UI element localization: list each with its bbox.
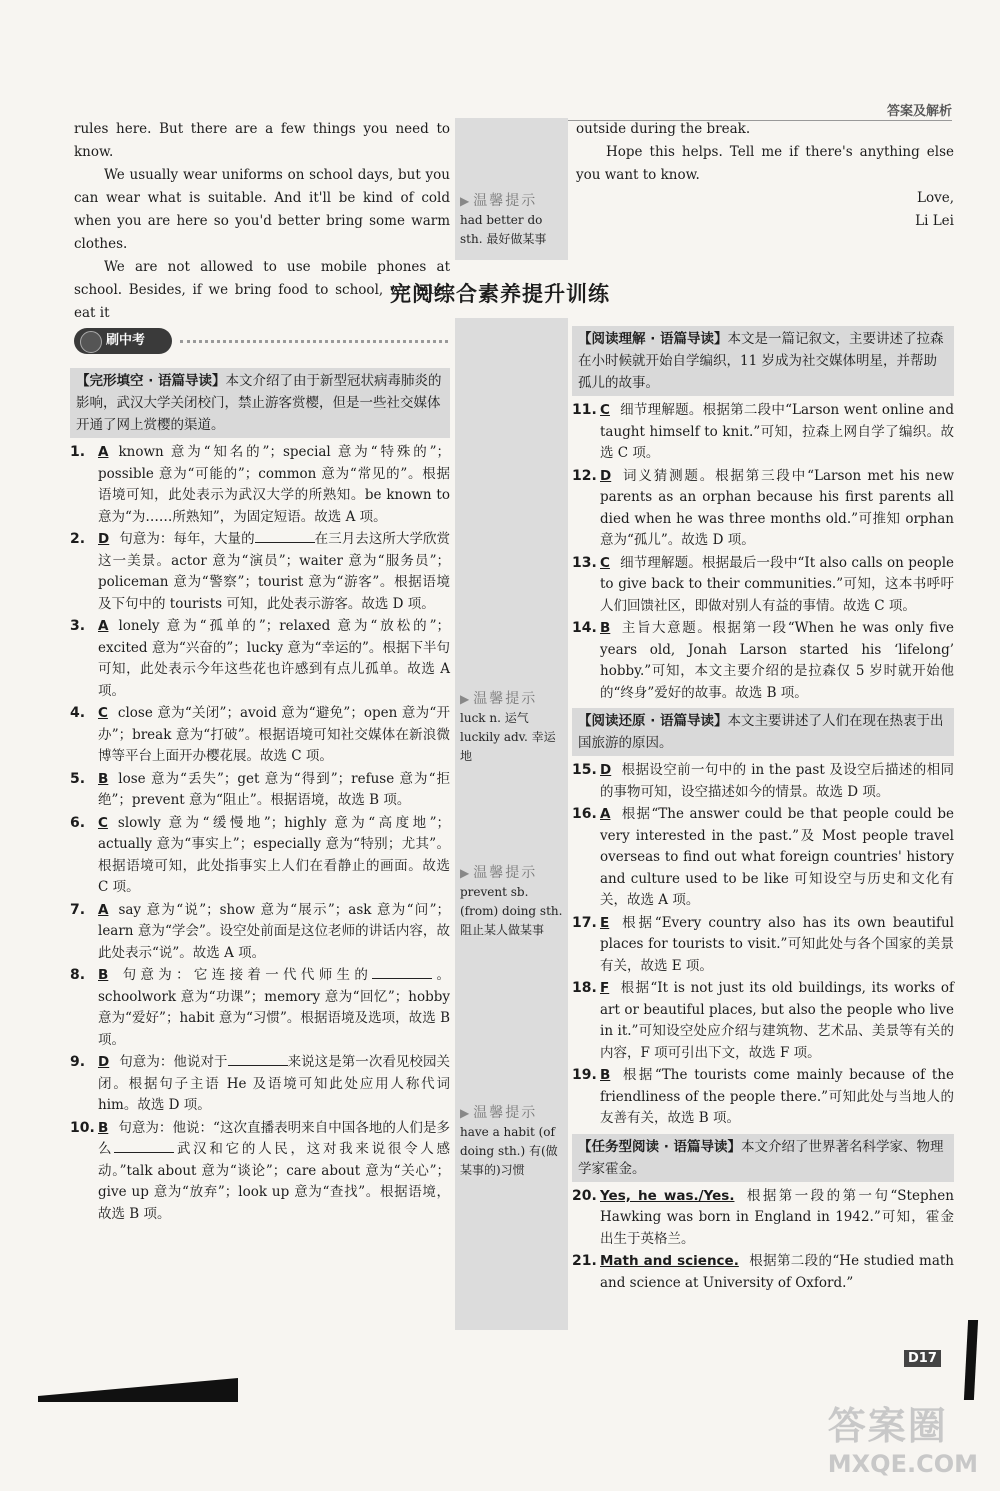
tip-box (460, 690, 564, 766)
answer-item: 3. A lonely 意为“孤单的”；relaxed 意为“放松的”；excited 意为“兴奋的”；lucky 意为“幸运的”。根据下半句可知，此处表示今年这些花也许感到有点儿孤单。故选 A 项。 (70, 618, 450, 699)
guide-heading: 【完形填空 · 语篇导读】 (76, 373, 226, 389)
answer-item: 7. A say 意为“说”；show 意为“展示”；ask 意为“问”；learn 意为“学会”。设空处前面是这位老师的讲话内容，故此处表示“说”。故选 A 项。 (70, 901, 450, 961)
answer-item: 2. D 句意为：每年，大量的 在三月去这所大学欣赏这一美景。actor 意为“演员”；waiter 意为“服务员”；policeman 意为“警察”；tourist 意为“游客”。根据语境及下句中的 tourists 可知，此处表示游客。故选 D 项。 (70, 531, 451, 612)
blank-line (114, 1140, 174, 1153)
answer-item: 19. B 根据“The tourists come mainly because of the friendliness of the people there.”可知此处与当地人的友善有关，故选 B 项。 (572, 1067, 954, 1126)
paragraph: outside during the break. (576, 121, 751, 137)
answer-item: 14. B 主旨大意题。根据第一段“When he was only five years old, Jonah Larson started his ‘lifelong’ hobby.”可知，本文主要介绍的是拉森仅 5 岁时就开始他的“终身”爱好的故事。故选 B 项。 (572, 620, 954, 701)
tip-text: luck n. 运气 luckily adv. 幸运地 (460, 711, 556, 763)
section-title: 完阅综合素养提升训练 (390, 282, 610, 306)
left-answer-column (70, 368, 450, 1226)
answer-item: 9. D 句意为：他说对于 来说这是第一次看见校园关闭。根据句子主语 He 及语境可知此处应用人称代词 him。故选 D 项。 (70, 1054, 451, 1113)
paragraph: rules here. But there are a few things you need to know. (74, 121, 450, 160)
blank-line (372, 966, 432, 979)
watermark (828, 1395, 978, 1478)
answer-item: 20. Yes, he was./Yes. 根据第一段的第一句“Stephen Hawking was born in England in 1942.”可知，霍金出生于英格兰。 (572, 1187, 954, 1247)
answer-item: 17. E 根据“Every country also has its own beautiful places for tourists to visit.”可知此处与各个国家的美景有关，故选 E 项。 (572, 914, 954, 974)
blank-line (228, 1053, 288, 1066)
blank-line (255, 530, 315, 543)
answer-item: 11. C 细节理解题。根据第二段中“Larson went online and taught himself to knit.”可知，拉森上网自学了编织。故选 C 项。 (572, 402, 954, 461)
page-edge-shadow (38, 1378, 238, 1402)
letter-right-column (576, 118, 954, 233)
guide-text: 本文介绍了世界著名科学家、物理学家霍金。 (578, 1138, 944, 1177)
answer-item: 13. C 细节理解题。根据最后一段中“It also calls on people to give back to their communities.”可知，这本书呼吁人们回馈社区，即做对别人有益的事情。故选 C 项。 (572, 554, 954, 614)
answer-item: 12. D 词义猜测题。根据第三段中“Larson met his new parents as an orphan because his first parents all died when he was three months old.”可推知 orphan 意为“孤儿”。故选 D 项。 (572, 467, 954, 548)
tip-title: ▶ 温馨提示 (460, 691, 538, 707)
section-header: 答案及解析 (886, 104, 952, 119)
paragraph: We usually wear uniforms on school days, but you can wear what is suitable. And it'll be kind of cold when you are here so you'd better bring some warm clothes. (74, 167, 450, 252)
watermark-url: MXQE.COM (827, 1450, 978, 1478)
guide-text: 本文是一篇记叙文，主要讲述了拉森在小时候就开始自学编织，11 岁成为社交媒体明星，并帮助孤儿的故事。 (578, 331, 944, 391)
answer-item: 4. C close 意为“关闭”；avoid 意为“避免”；open 意为“开办”；break 意为“打破”。根据语境可知社交媒体在新浪微博等平台上面开办樱花展。故选 C 项。 (70, 705, 450, 764)
guide-heading: 【任务型阅读 · 语篇导读】 (578, 1138, 742, 1155)
guide-heading: 【阅读还原 · 语篇导读】 (578, 713, 728, 729)
tip-text: prevent sb. (from) doing sth. 阻止某人做某事 (460, 885, 563, 937)
passage-guide (70, 368, 450, 438)
pencil-icon (80, 331, 102, 353)
answer-item: 16. A 根据“The answer could be that people could be very interested in the past.”及 Most people travel overseas to find out what foreign countries' history and culture used to be like 可知设空与历史和文化有关，故选 A 项。 (572, 806, 954, 908)
paragraph: We are not allowed to use mobile phones at school. Besides, if we bring food to school, we must eat it (74, 259, 450, 321)
tip-box (460, 192, 566, 249)
arrow-icon: ▶ (460, 194, 472, 208)
answer-item: 10. B 句意为：他说：“这次直播表明来自中国各地的人们是多么 武汉和它的人民，这对我来说很令人感动。”talk about 意为“谈论”；care about 意为“关心”；give up 意为“放弃”；look up 意为“查找”。根据语境，故选 B 项。 (70, 1119, 451, 1222)
answer-item: 1. A known 意为“知名的”；special 意为“特殊的”；possible 意为“可能的”；common 意为“常见的”。根据语境可知，此处表示为武汉大学的所熟知。be known to 意为“为……所熟知”，为固定短语。故选 A 项。 (70, 444, 450, 525)
tip-box (460, 1104, 564, 1180)
tip-box (460, 864, 564, 940)
signature: Li Lei (915, 213, 954, 229)
arrow-icon: ▶ (460, 866, 472, 880)
answer-item: 5. B lose 意为“丢失”；get 意为“得到”；refuse 意为“拒绝”；prevent 意为“阻止”。根据语境，故选 B 项。 (70, 770, 450, 808)
tip-title: ▶ 温馨提示 (460, 1105, 538, 1121)
answer-item: 21. Math and science. 根据第二段的“He studied math and science at University of Oxford.” (572, 1253, 954, 1291)
tip-title: ▶ 温馨提示 (460, 865, 538, 881)
right-answer-column (572, 326, 954, 1295)
tip-title: ▶ 温馨提示 (460, 193, 538, 209)
answer-item: 6. C slowly 意为“缓慢地”；highly 意为“高度地”；actually 意为“事实上”；especially 意为“特别；尤其”。根据语境可知，此处指事实上人们在看静止的画面。故选 C 项。 (70, 814, 450, 895)
passage-guide (572, 708, 954, 756)
watermark-logo: 答案圈 (827, 1404, 948, 1448)
answer-item: 8. B 句意为：它连接着一代代师生的 。schoolwork 意为“功课”；memory 意为“回忆”；hobby 意为“爱好”；habit 意为“习惯”。根据语境及选项，故选 B 项。 (70, 967, 451, 1048)
guide-text: 本文介绍了由于新型冠状病毒肺炎的影响，武汉大学关闭校门，禁止游客赏樱，但是一些社交媒体开通了网上赏樱的渠道。 (76, 373, 442, 433)
closing: Love, (917, 190, 954, 206)
arrow-icon: ▶ (460, 692, 472, 706)
tip-text: have a habit (of doing sth.) 有(做某事的)习惯 (460, 1125, 558, 1177)
exam-badge: 刷中考 (74, 328, 172, 354)
arrow-icon: ▶ (460, 1106, 472, 1120)
page-edge-bar (964, 1320, 978, 1400)
guide-text: 本文主要讲述了人们在现在热衷于出国旅游的原因。 (578, 713, 944, 751)
tip-text: had better do sth. 最好做某事 (460, 213, 547, 246)
paragraph: Hope this helps. Tell me if there's anything else you want to know. (576, 144, 954, 183)
passage-guide (572, 1134, 954, 1182)
answer-item: 18. F 根据“It is not just its old buildings, its works of art or beautiful places, but also the people who live in it.”可知设空处应介绍与建筑物、艺术品、美景等有关的内容，F 项可引出下文，故选 F 项。 (572, 980, 954, 1061)
passage-guide (572, 326, 954, 396)
dotted-divider (180, 340, 448, 343)
guide-heading: 【阅读理解 · 语篇导读】 (578, 331, 728, 347)
answer-item: 15. D 根据设空前一句中的 in the past 及设空后描述的相同的事物可知，设空描述如今的情景。故选 D 项。 (572, 762, 954, 800)
page-number: D17 (904, 1350, 941, 1367)
